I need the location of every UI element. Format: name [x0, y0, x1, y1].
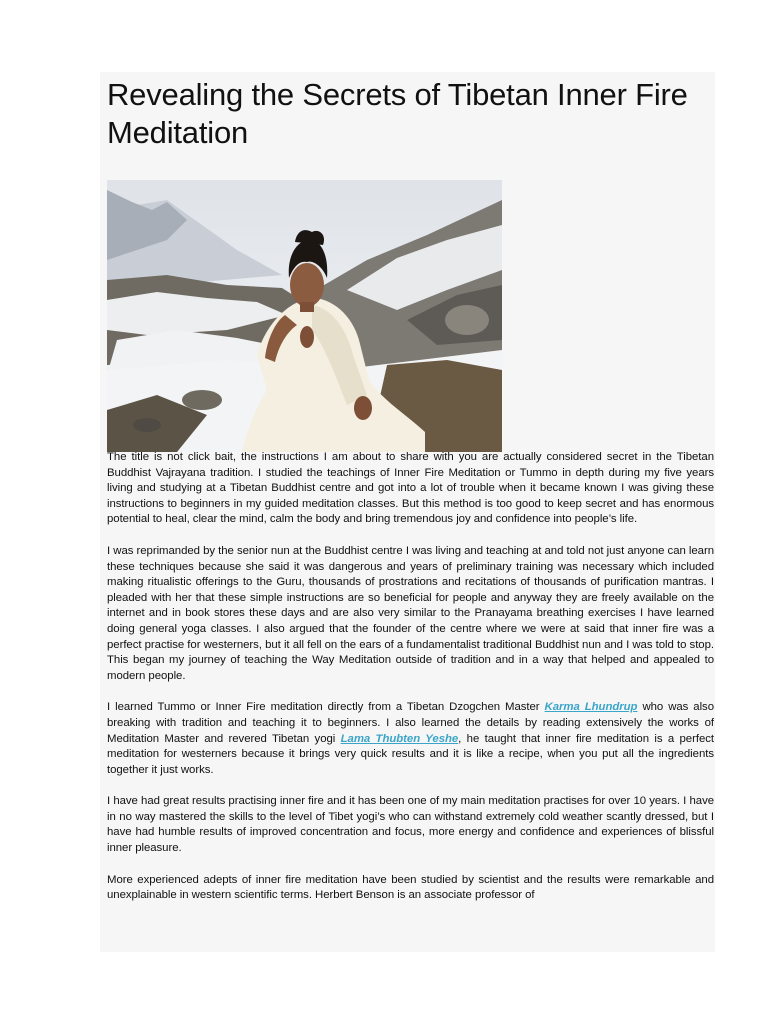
paragraph-5: More experienced adepts of inner fire meditation have been studied by scientist and the results were remarkable and unexplainable in western scientific terms. Herbert Benson is an associate professor of	[107, 873, 714, 902]
article-body	[107, 450, 714, 904]
paragraph-3-text-c: , he taught that inner fire meditation is a perfect meditation for westerners because it brings very quick results and it is like a recipe, when you put all the ingredients together it just works.	[107, 732, 714, 776]
paragraph-4: I have had great results practising inner fire and it has been one of my main meditation practises for over 10 years. I have in no way mastered the skills to the level of Tibet yogi’s who can withstand extremely cold weather scantly dressed, but I have had humble results of improved concentration and focus, more energy and confidence and experiences of blissful inner pleasure.	[107, 795, 714, 855]
paragraph-3-text-a: I learned Tummo or Inner Fire meditation directly from a Tibetan Dzogchen Master	[107, 701, 545, 714]
meditation-photo	[107, 180, 502, 452]
paragraph-3	[107, 700, 714, 778]
paragraph-3-text-b: who was also breaking with tradition and teaching it to beginners. I also learned the details by reading extensively the works of Meditation Master and revered Tibetan yogi	[107, 701, 714, 745]
paragraph-1: The title is not click bait, the instructions I am about to share with you are actually considered secret in the Tibetan Buddhist Vajrayana tradition. I studied the teachings of Inner Fire Meditation or Tummo in depth during my five years living and studying at a Tibetan Buddhist centre and got into a lot of trouble when it became known I was giving these instructions to beginners in my guided meditation classes. But this method is too good to keep secret and has enormous potential to heal, clear the mind, calm the body and bring tremendous joy and confidence into people’s life.	[107, 451, 714, 526]
paragraph-2: I was reprimanded by the senior nun at the Buddhist centre I was living and teaching at and told not just anyone can learn these techniques because she said it was dangerous and years of preliminary training was necessary which included making ritualistic offerings to the Guru, thousands of prostrations and recitations of thousands of purification mantras. I pleaded with her that these simple instructions are so beneficial for people and anyway they are freely available on the internet and in book stores these days and are also very similar to the Pranayama breathing exercises I have learned doing general yoga classes. I also argued that the founder of the centre where we were at said that inner fire was a perfect practise for westerners, but it all fell on the ears of a fundamentalist traditional Buddhist nun and I was told to stop. This began my journey of teaching the Way Meditation outside of tradition and in a way that helped and appealed to modern people.	[107, 544, 714, 682]
article	[107, 76, 714, 920]
lama-thubten-yeshe-link[interactable]: Lama Thubten Yeshe	[340, 732, 459, 745]
article-title: Revealing the Secrets of Tibetan Inner Fire Meditation	[107, 77, 688, 150]
karma-lhundrup-link[interactable]: Karma Lhundrup	[544, 701, 638, 714]
